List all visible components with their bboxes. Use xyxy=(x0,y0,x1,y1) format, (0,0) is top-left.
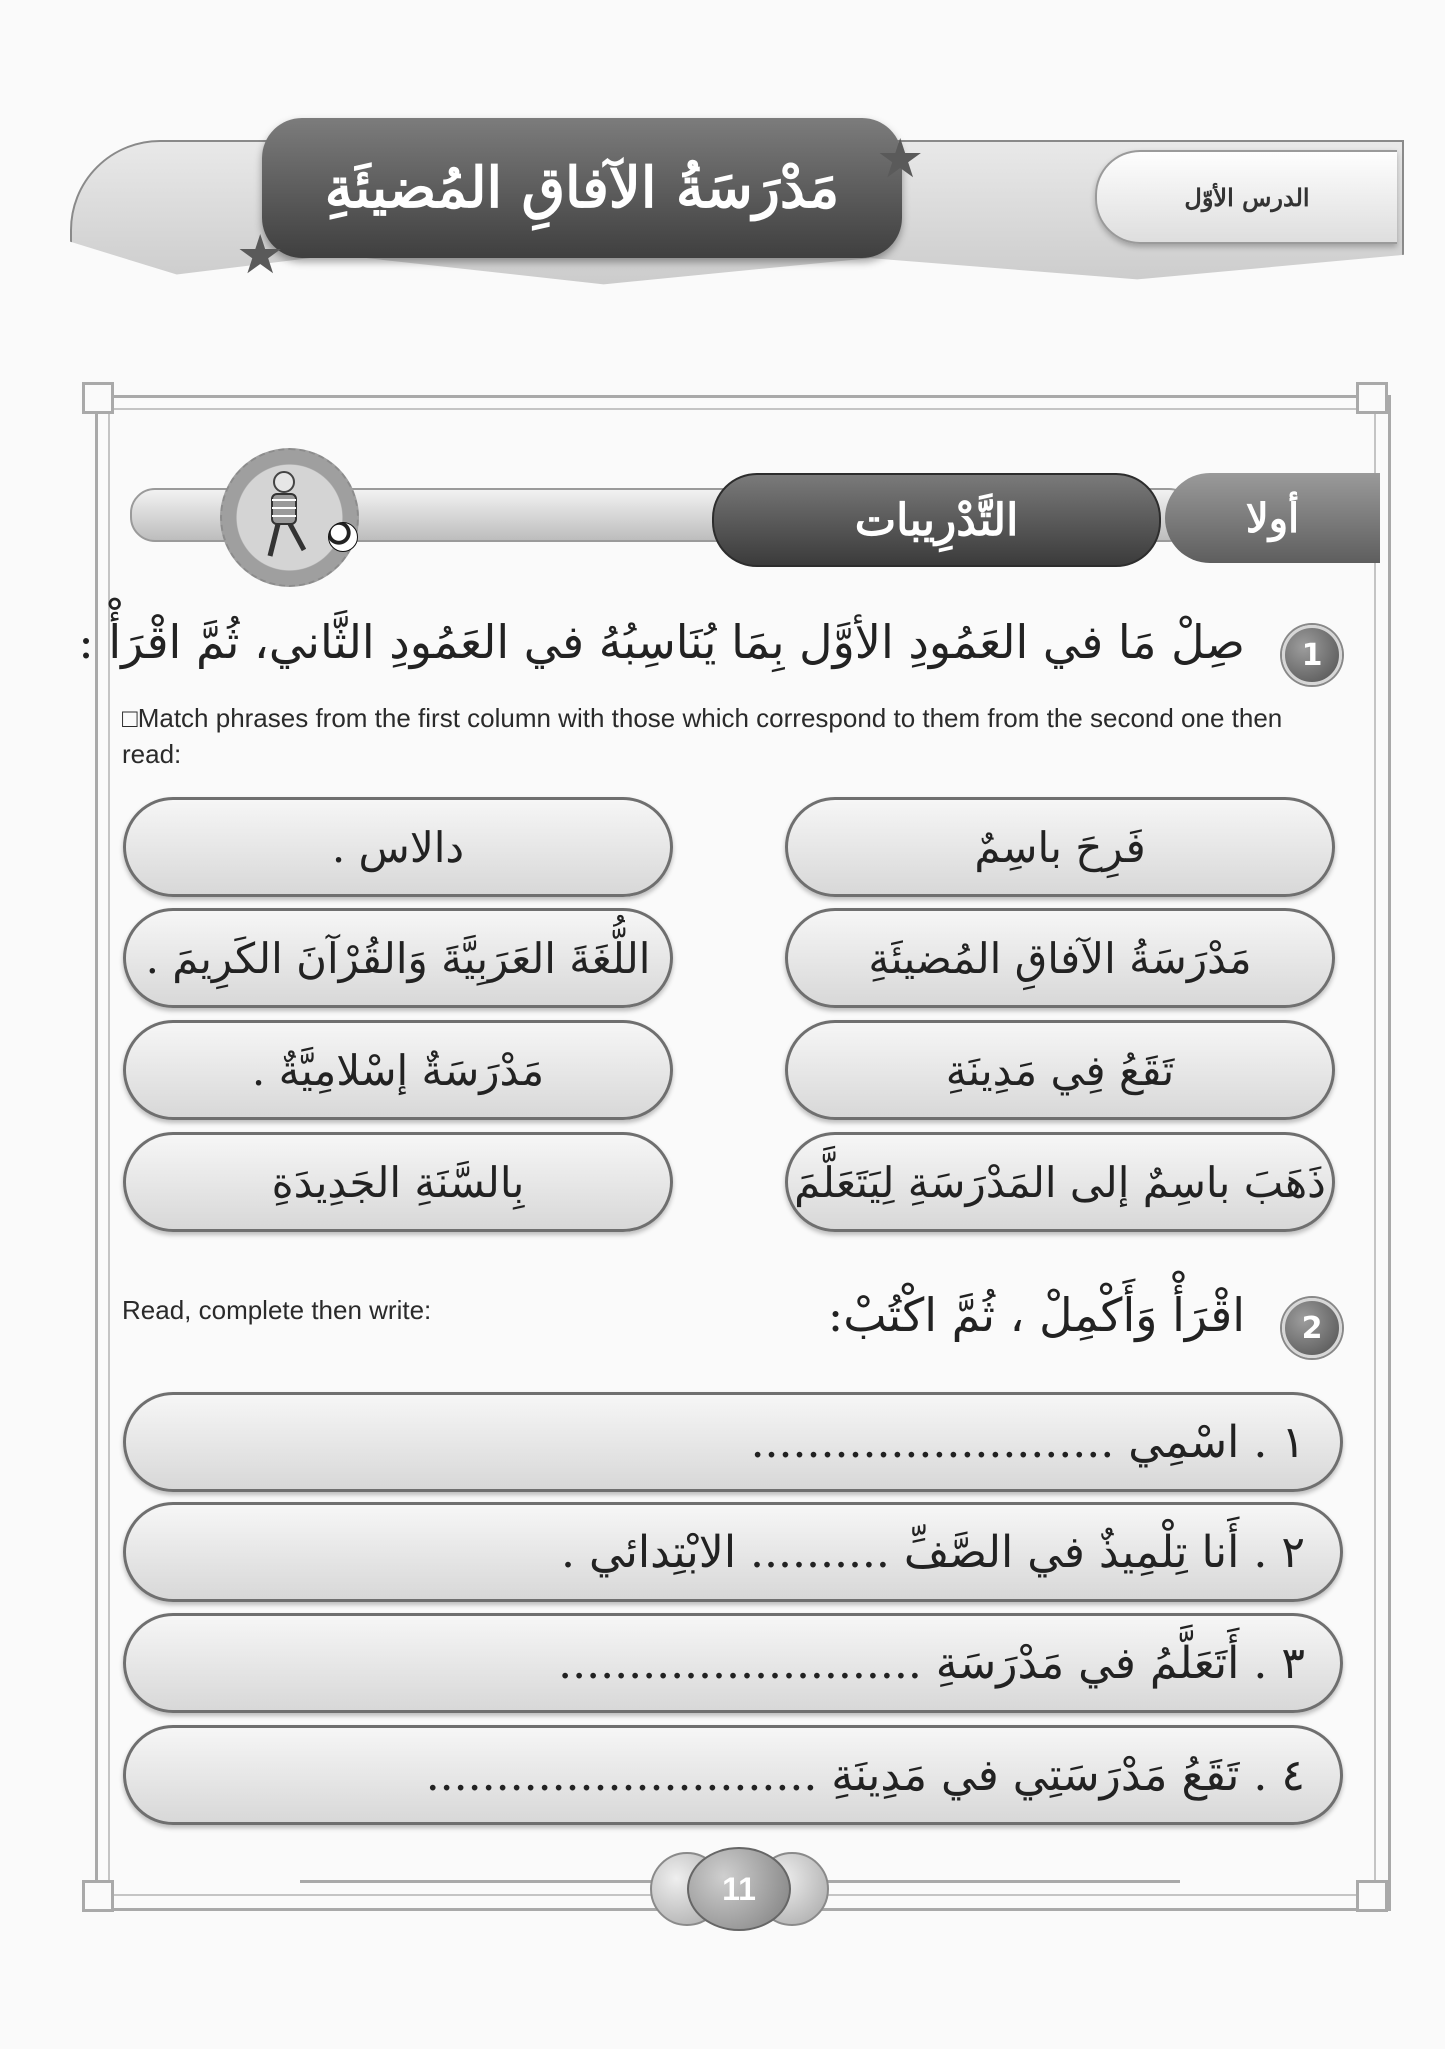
match-item-left[interactable]: بِالسَّنَةِ الجَدِيدَةِ xyxy=(123,1132,673,1232)
lesson-tab xyxy=(1095,150,1397,244)
drills-label: التَّدْرِيبات xyxy=(854,494,1019,546)
drills-header xyxy=(712,473,1161,567)
completion-row[interactable]: ٤ . تَقَعُ مَدْرَسَتِي في مَدِينَةِ ............................ xyxy=(123,1725,1343,1825)
match-item-left[interactable]: اللُّغَةَ العَرَبِيَّةَ وَالقُرْآنَ الكَرِيمَ . xyxy=(123,908,673,1008)
match-item-right[interactable]: فَرِحَ باسِمٌ xyxy=(785,797,1335,897)
exercise2-instruction: Read, complete then write: xyxy=(122,1295,432,1325)
match-item-right[interactable]: مَدْرَسَةُ الآفاقِ المُضيئَةِ xyxy=(785,908,1335,1008)
completion-row[interactable]: ٢ . أَنا تِلْمِيذٌ في الصَّفِّ .......... الابْتِدائي . xyxy=(123,1502,1343,1602)
page-title: مَدْرَسَةُ الآفاقِ المُضيئَةِ xyxy=(324,155,840,221)
exercise1-instruction: □Match phrases from the first column with those which correspond to them from the second one then read: xyxy=(122,703,1283,769)
star-icon: ★ xyxy=(236,223,285,286)
exercise1-title: صِلْ مَا في العَمُودِ الأوَّل بِمَا يُنَاسِبُهُ في العَمُودِ الثَّاني، ثُمَّ اقْرَأْ : xyxy=(78,615,1245,669)
soccer-ball-icon xyxy=(328,522,358,552)
frame-corner xyxy=(1356,1880,1388,1912)
match-item-right[interactable]: تَقَعُ فِي مَدِينَةِ xyxy=(785,1020,1335,1120)
frame-corner xyxy=(1356,382,1388,414)
match-item-left[interactable]: دالاس . xyxy=(123,797,673,897)
first-section-label: أولا xyxy=(1245,494,1300,542)
page-number: 11 xyxy=(687,1847,791,1931)
exercise-number-badge: 1 xyxy=(1282,625,1342,685)
frame-corner xyxy=(82,1880,114,1912)
star-icon: ★ xyxy=(876,127,925,190)
completion-row[interactable]: ٣ . أَتَعَلَّمُ في مَدْرَسَةِ .......................... xyxy=(123,1613,1343,1713)
exercise-number-badge: 2 xyxy=(1282,1298,1342,1358)
first-section-tab xyxy=(1165,473,1380,563)
match-item-right[interactable]: ذَهَبَ باسِمٌ إلى المَدْرَسَةِ لِيَتَعَلَّمَ xyxy=(785,1132,1335,1232)
exercise2-title: اقْرَأْ وَأَكْمِلْ ، ثُمَّ اكْتُبْ: xyxy=(827,1288,1245,1342)
boy-illustration-icon xyxy=(262,470,306,560)
match-item-left[interactable]: مَدْرَسَةٌ إسْلامِيَّةٌ . xyxy=(123,1020,673,1120)
completion-row[interactable]: ١ . اسْمِي .......................... xyxy=(123,1392,1343,1492)
frame-corner xyxy=(82,382,114,414)
lesson-label: الدرس الأوّل xyxy=(1184,182,1310,212)
page-title-pill xyxy=(262,118,902,258)
